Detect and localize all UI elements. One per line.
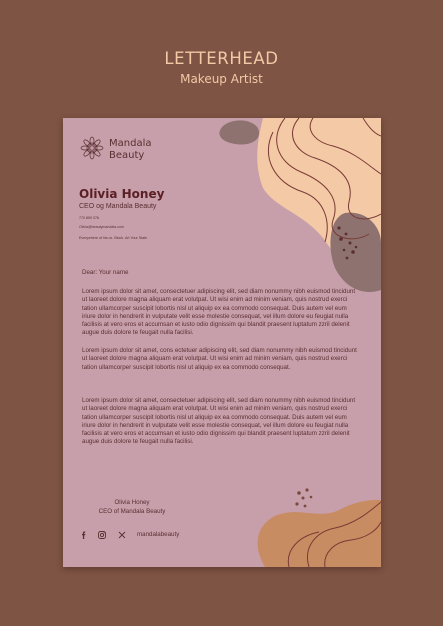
instagram-icon[interactable] [97,530,107,540]
letter-paragraph-2: Lorem ipsum dolor sit amet, cons ectetuer adipiscing elit, sed diam nonummy nibh euismod tincidunt ut laoreet dolore magna aliquam erat volutpat. Ut wisi enim ad minim veniam, quis nostrud exerci tation ullamcorper suscipit lobortis nisl ut aliquip ex ea commodo consequat. [82,347,357,371]
brand-line-1: Mandala [109,138,152,149]
letter-greeting: Dear: Your name [82,269,129,276]
signature-title: CEO of Mandala Beauty [98,508,166,515]
sender-role: CEO og Mandala Beauty [79,203,157,210]
sender-phone: 770 859 376 [79,216,99,220]
facebook-icon[interactable] [79,530,89,540]
page-header-title: LETTERHEAD [164,49,279,68]
social-handle[interactable]: mandalabeauty [137,531,180,538]
page-header-subtitle: Makeup Artist [180,72,263,86]
signature-name: Olivia Honey [114,499,150,506]
brand-line-2: Beauty [109,150,145,161]
sender-address: Everywhere of his ox. Block. Art Your State [79,236,148,240]
mandala-logo-icon [80,136,104,160]
letter-paragraph-3: Lorem ipsum dolor sit amet, consectetuer adipiscing elit, sed diam nonummy nibh euismod tincidunt ut laoreet dolore magna aliquam erat volutpat. Ut wisi enim ad minim veniam, quis nostrud exerci tation ullamcorper suscipit lobortis nisl ut aliquip ex ea commodo consequat. Duis autem vel eum iriure dolor in hendrerit in vulputate velit esse molestie consequat, vel illum dolore eu feugiat nulla facilisis at vero eros et accumsan et iusto odio dignissim qui blandit praesent luptatum zzril delenit augue duis dolore te feugait nulla facilisi. [82,397,356,446]
letter-paragraph-1: Lorem ipsum dolor sit amet, consectetuer adipiscing elit, sed diam nonummy nibh euismod tincidunt ut laoreet dolore magna aliquam erat volutpat. Ut wisi enim ad minim veniam, quis nostrud exerci tation ullamcorper suscipit lobortis nisl ut aliquip ex ea commodo consequat. Duis autem vel eum iriure dolor in hendrerit in vulputate velit esse molestie consequat, vel illum dolore eu feugiat nulla facilisis at vero eros et accumsan et iusto odio dignissim qui blandit praesent luptatum zzril delenit augue duis dolore te feugait nulla facilisi. [82,288,356,337]
brand-name [109,138,151,162]
letterhead-sheet [63,118,381,567]
x-icon[interactable] [117,530,127,540]
sender-email: Olivia@beautymandala.com [79,225,124,229]
sender-name: Olivia Honey [79,187,165,201]
